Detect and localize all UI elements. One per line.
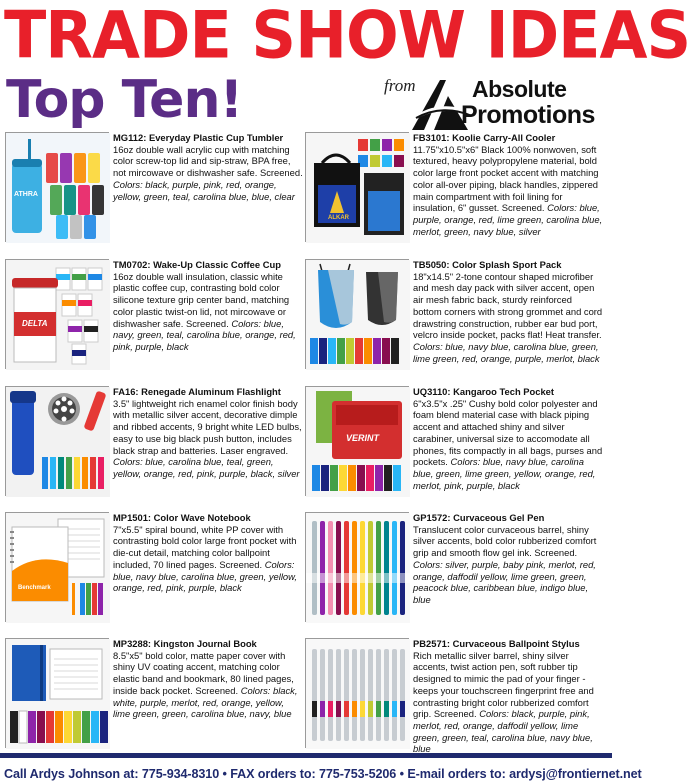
headline-trade-show-ideas: TRADE SHOW IDEAS — [4, 0, 690, 74]
product-description-block — [413, 386, 603, 491]
coffee-cups-icon — [6, 260, 110, 370]
product-tm0702 — [5, 259, 307, 377]
product-description: 16oz double wall acrylic cup with matching color screw-top lid and sip-straw, BPA free, not mircowave or dishwasher safe. Screened. — [113, 143, 303, 179]
product-colors: Colors: blue, purple, orange, red, lime green, carolina blue, merlot, green, navy blue, silver — [413, 202, 603, 237]
notebook-icon — [6, 513, 110, 623]
product-colors: Colors: silver, purple, baby pink, merlot, red, orange, daffodil yellow, lime green, green, peacock blue, caribbean blue, indigo blue, blue — [413, 558, 596, 605]
company-name-line1: Absolute — [472, 76, 567, 102]
journal-books-icon — [6, 639, 110, 749]
product-description: 16oz double wall insulation, classic white plastic coffee cup, contrasting bold color silicone texture grip center band, matching color plastic twist-on lid, not mircowave or dishwasher safe. Screened. — [113, 270, 290, 329]
cooler-bags-icon — [306, 133, 410, 243]
product-colors: Colors: black, purple, pink, red, orange, yellow, green, teal, carolina blue, blue, clear — [113, 178, 295, 202]
product-description: Rich metallic silver barrel, shiny silver accents, twist action pen, soft rubber tip designed to mimic the pad of your finger - keeps your touchscreen fingerprint free and contrasting bright color rubberized comfort grip. Screened. — [413, 649, 594, 720]
product-mg112 — [5, 132, 307, 250]
product-fa16 — [5, 386, 307, 504]
product-image-gel-pen — [305, 512, 409, 622]
product-description-block — [413, 259, 603, 364]
cooler-imprint: ALKAR — [328, 215, 349, 221]
product-description-block — [413, 512, 603, 606]
product-description: 6"x3.5"x .25" Cushy bold color polyester and foam blend material case with black piping accent and attached shiny and silver carabiner, universal size to accomodate all phones, fits compactly in all bags, purses and pockets. — [413, 397, 603, 468]
stylus-pens-icon — [306, 639, 410, 749]
sport-packs-icon — [306, 260, 410, 370]
product-description-block — [113, 132, 303, 202]
product-description-block — [413, 132, 603, 237]
product-image-coffee-cup — [5, 259, 109, 369]
product-colors: Colors: blue, navy blue, carolina blue, green, lime green, red, orange, purple, merlot, black — [413, 340, 600, 364]
product-name: FA16: Renegade Aluminum Flashlight — [113, 386, 281, 397]
product-description: 3.5" lightweight rich enamel color finish body with metallic silver accent, decorative dimple and ribbed accents, 9 bright white LED bulbs, easy to use big black push button, includes black strap and batteries. Laser engraved. — [113, 397, 302, 456]
product-name: FB3101: Koolie Carry-All Cooler — [413, 132, 556, 143]
product-uq3110 — [305, 386, 607, 504]
product-tb5050 — [305, 259, 607, 377]
product-description-block — [113, 259, 303, 353]
product-image-sport-pack — [305, 259, 409, 369]
product-colors: Colors: blue, carolina blue, teal, green, yellow, orange, red, pink, purple, black, silver — [113, 456, 300, 479]
product-name: PB2571: Curvaceous Ballpoint Stylus — [413, 638, 580, 649]
product-name: GP1572: Curvaceous Gel Pen — [413, 512, 545, 523]
product-description: 7"x5.5" spiral bound, white PP cover with contrasting bold color large front pocket with die-cut detail, matching color ballpoint included, 70 lined pages. Screened. — [113, 523, 297, 570]
product-image-notebook — [5, 512, 109, 622]
coffee-cup-imprint: DELTA — [22, 319, 48, 328]
product-colors: Colors: blue, navy, green, teal, carolina blue, orange, red, pink, purple, black — [113, 317, 296, 352]
product-mp3288 — [5, 638, 307, 750]
product-colors: Colors: blue, navy blue, carolina blue, green, yellow, orange, red, pink, purple, black — [113, 558, 297, 594]
from-label: from — [384, 76, 416, 95]
product-colors: Colors: black, purple, pink, merlot, red, orange, daffodil yellow, lime green, green, teal, carolina blue, navy blue, blue — [413, 708, 593, 755]
product-name: TM0702: Wake-Up Classic Coffee Cup — [113, 259, 281, 270]
contact-footer — [0, 753, 642, 781]
product-image-journal — [5, 638, 109, 748]
tumbler-imprint: ATHRA — [14, 191, 38, 198]
product-description-block — [113, 386, 303, 480]
product-name: MP1501: Color Wave Notebook — [113, 512, 251, 523]
product-image-cooler — [305, 132, 409, 242]
product-name: UQ3110: Kangaroo Tech Pocket — [413, 386, 555, 397]
product-name: MG112: Everyday Plastic Cup Tumbler — [113, 132, 284, 143]
product-description-block — [113, 512, 303, 594]
product-name: MP3288: Kingston Journal Book — [113, 638, 257, 649]
company-name-line2: Promotions — [461, 101, 595, 129]
product-description: 11.75"x10.5"x6" Black 100% nonwoven, soft textured, heavy polypropylene material, bold color large front pocket accent with matching color all-over piping, black handles, zippered main compartment with foil lining for insulation, 6" gusset. Screened. — [413, 143, 599, 214]
product-image-tumbler — [5, 132, 109, 242]
product-description-block — [413, 638, 603, 755]
product-mp1501 — [5, 512, 307, 630]
product-description: Translucent color curvaceous barrel, shiny silver accents, bold color rubberized comfort grip and smooth flow gel ink. Screened. — [413, 523, 597, 559]
notebook-imprint: Benchmark — [18, 585, 51, 591]
product-colors: Colors: black, white, purple, merlot, red, orange, yellow, lime green, green, carolina blue, navy, blue — [113, 684, 298, 720]
contact-footer-text: Call Ardys Johnson at: 775-934-8310 • FAX orders to: 775-753-5206 • E-mail orders to: ardysj@frontiernet.net — [4, 767, 642, 781]
product-image-flashlight — [5, 386, 109, 496]
product-colors: Colors: blue, navy blue, carolina blue, green, lime green, yellow, orange, red, merlot, pink, purple, black — [413, 456, 596, 491]
product-name: TB5050: Color Splash Sport Pack — [413, 259, 562, 270]
product-image-ballpoint-stylus — [305, 638, 409, 748]
product-gp1572 — [305, 512, 607, 630]
product-description: 8.5"x5" bold color, matte paper cover with shiny UV coating accent, matching color elastic band and bookmark, 80 lined pages, inside back pocket. Screened. — [113, 649, 294, 696]
product-pb2571 — [305, 638, 607, 755]
product-fb3101 — [305, 132, 607, 250]
flashlight-icon — [6, 387, 110, 497]
product-description-block — [113, 638, 303, 720]
headline-top-ten: Top Ten! — [6, 70, 243, 130]
tech-pocket-imprint: VERINT — [346, 433, 380, 443]
product-image-tech-pocket — [305, 386, 409, 496]
tumbler-cups-icon — [6, 133, 110, 243]
product-description: 18"x14.5" 2-tone contour shaped microfiber and mesh day pack with silver accent, open air mesh fabric back, sturdy reinforced bottom corners with strong grommet and cord drawstring construction, rubber ear bud port, velcro inside pocket, packs flat! Heat transfer. — [413, 270, 603, 341]
gel-pens-icon — [306, 513, 410, 623]
